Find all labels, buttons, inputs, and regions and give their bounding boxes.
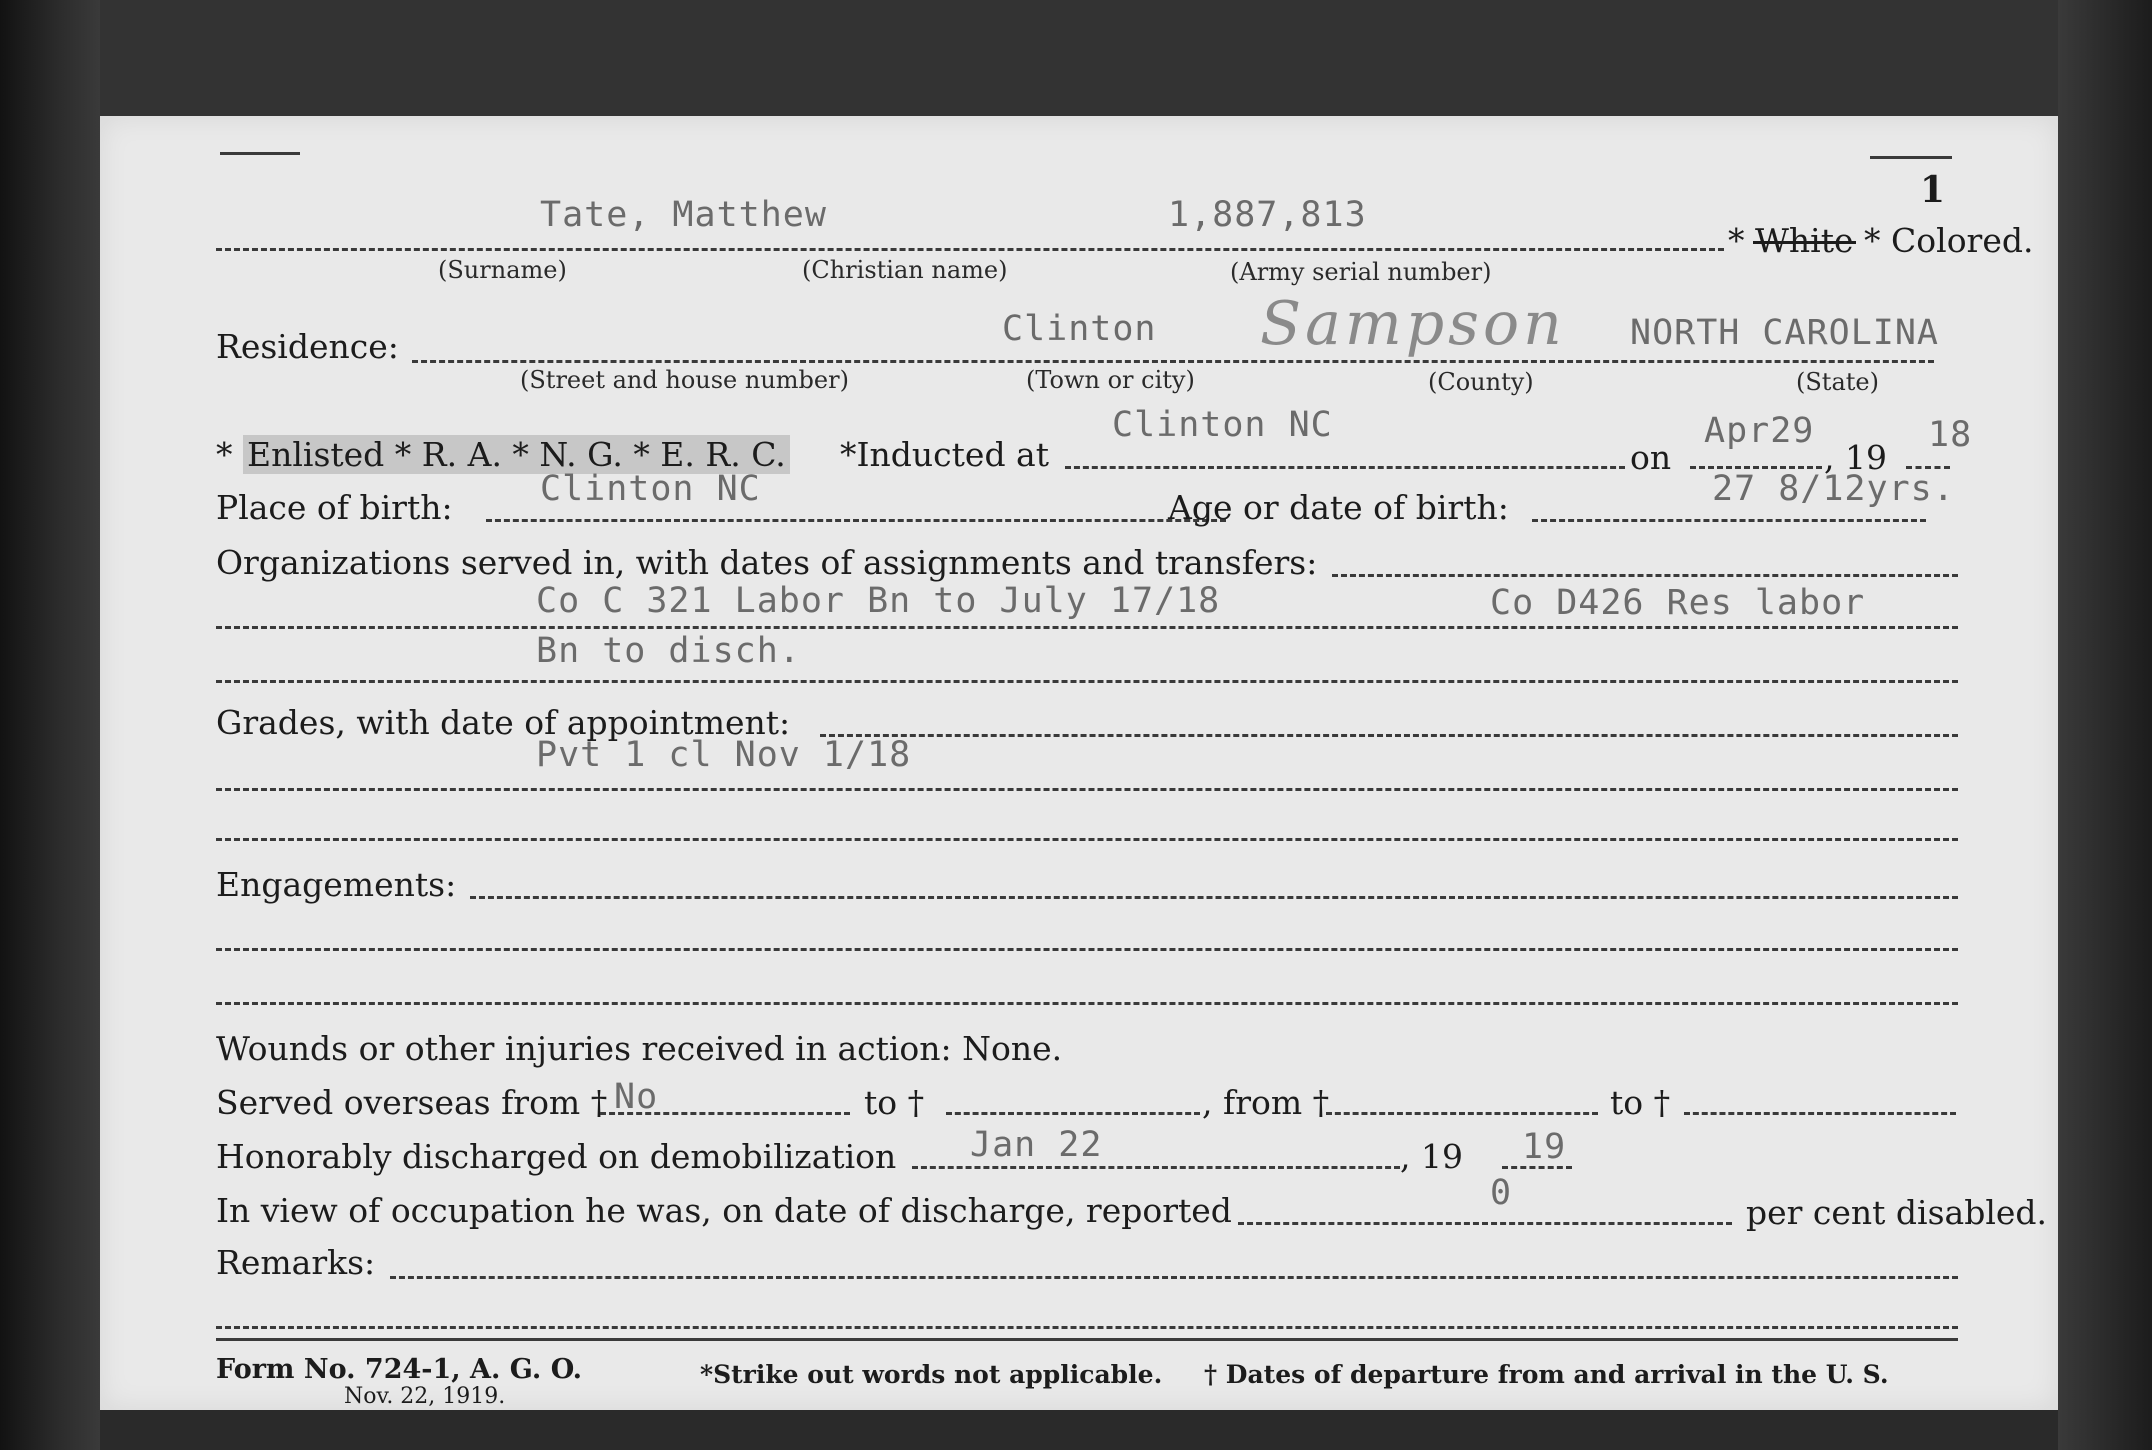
organizations-line-1: [216, 626, 1958, 629]
town-value: Clinton: [1002, 309, 1157, 349]
overseas-from2-label: , from †: [1202, 1083, 1330, 1122]
disabled-label: per cent disabled.: [1746, 1193, 2048, 1232]
scanner-frame-bottom: [100, 1410, 2058, 1450]
overseas-to2-line: [1684, 1112, 1956, 1115]
surname-caption: (Surname): [438, 256, 567, 284]
age-label: Age or date of birth:: [1168, 488, 1509, 527]
discharged-year-line: [1502, 1166, 1572, 1169]
scanner-frame-left: [0, 0, 100, 1450]
discharged-value: Jan 22: [970, 1125, 1103, 1165]
white-star: *: [1728, 221, 1745, 260]
state-value: NORTH CAROLINA: [1630, 313, 1940, 353]
overseas-to-line: [946, 1112, 1200, 1115]
enlisted-field: [216, 435, 790, 474]
remarks-line-2: [216, 1338, 1958, 1341]
colored-option: * Colored.: [1864, 221, 2034, 260]
discharged-label: Honorably discharged on demobilization: [216, 1137, 897, 1176]
discharged-year-prefix: , 19: [1400, 1137, 1463, 1176]
scanner-frame-right: [2058, 0, 2152, 1450]
overseas-to2-label: to †: [1610, 1083, 1671, 1122]
state-caption: (State): [1796, 368, 1879, 396]
induction-year-value: 18: [1928, 415, 1973, 455]
grades-line-2: [216, 838, 1958, 841]
name-value: Tate, Matthew: [540, 195, 827, 235]
induction-year-prefix: , 19: [1824, 438, 1887, 477]
dates-note: † Dates of departure from and arrival in the U. S.: [1204, 1360, 1889, 1389]
town-caption: (Town or city): [1026, 366, 1195, 394]
organizations-line-0: [1332, 574, 1958, 577]
residence-label: Residence:: [216, 327, 399, 366]
engagements-line-2: [216, 1002, 1958, 1005]
on-label: on: [1630, 438, 1672, 477]
name-line: [216, 248, 1724, 251]
occupation-line: [1238, 1222, 1732, 1225]
age-line: [1532, 519, 1926, 522]
scanner-frame-top: [100, 0, 2058, 116]
enlisted-options: Enlisted * R. A. * N. G. * E. R. C.: [243, 435, 790, 474]
grades-value: Pvt 1 cl Nov 1/18: [536, 735, 912, 775]
county-caption: (County): [1428, 368, 1534, 396]
street-caption: (Street and house number): [520, 366, 849, 394]
age-value: 27 8/12yrs.: [1712, 469, 1955, 509]
discharged-year-value: 19: [1522, 1127, 1567, 1167]
card-number: 1: [1920, 169, 1946, 211]
overseas-from2-line: [1326, 1112, 1598, 1115]
strike-note: *Strike out words not applicable.: [700, 1360, 1163, 1389]
inducted-value: Clinton NC: [1112, 405, 1333, 445]
organizations-value-2: Bn to disch.: [536, 631, 801, 671]
organizations-value-1: Co C 321 Labor Bn to July 17/18: [536, 581, 1221, 621]
birth-value: Clinton NC: [540, 469, 761, 509]
remarks-line-0: [390, 1276, 1958, 1279]
serial-value: 1,887,813: [1168, 195, 1367, 235]
wounds-label: Wounds or other injuries received in action: None.: [216, 1029, 1063, 1068]
service-record-card: [100, 116, 2058, 1410]
county-handwritten-value: Sampson: [1260, 289, 1566, 359]
residence-line: [412, 360, 1934, 363]
overseas-value: No: [614, 1077, 659, 1117]
engagements-line-0: [470, 896, 1958, 899]
form-number: Form No. 724-1, A. G. O.: [216, 1354, 583, 1385]
organizations-label: Organizations served in, with dates of assignments and transfers:: [216, 543, 1318, 582]
top-right-rule: [1870, 156, 1952, 159]
grades-line-1: [216, 788, 1958, 791]
birth-line: [486, 519, 1226, 522]
race-field: [1728, 221, 2034, 260]
overseas-from-line: [600, 1112, 850, 1115]
overseas-label: Served overseas from †: [216, 1083, 608, 1122]
engagements-line-1: [216, 948, 1958, 951]
christian-name-caption: (Christian name): [802, 256, 1008, 284]
top-left-rule: [220, 152, 300, 155]
grades-label: Grades, with date of appointment:: [216, 703, 791, 742]
remarks-line-1: [216, 1326, 1958, 1329]
occupation-value: 0: [1490, 1173, 1513, 1213]
inducted-line: [1065, 466, 1625, 469]
remarks-label: Remarks:: [216, 1243, 376, 1282]
grades-line-0: [820, 734, 1958, 737]
occupation-label: In view of occupation he was, on date of discharge, reported: [216, 1191, 1232, 1230]
form-date: Nov. 22, 1919.: [344, 1384, 506, 1409]
organizations-line-2: [216, 680, 1958, 683]
overseas-to-label: to †: [864, 1083, 925, 1122]
engagements-label: Engagements:: [216, 865, 457, 904]
induction-date-value: Apr29: [1704, 411, 1815, 451]
serial-number-caption: (Army serial number): [1230, 258, 1492, 286]
birth-label: Place of birth:: [216, 488, 453, 527]
enlisted-star: *: [216, 435, 233, 474]
inducted-label: *Inducted at: [840, 435, 1049, 474]
discharged-line: [912, 1166, 1400, 1169]
white-struck-out: White: [1755, 221, 1854, 260]
organizations-value-1b: Co D426 Res labor: [1490, 583, 1866, 623]
